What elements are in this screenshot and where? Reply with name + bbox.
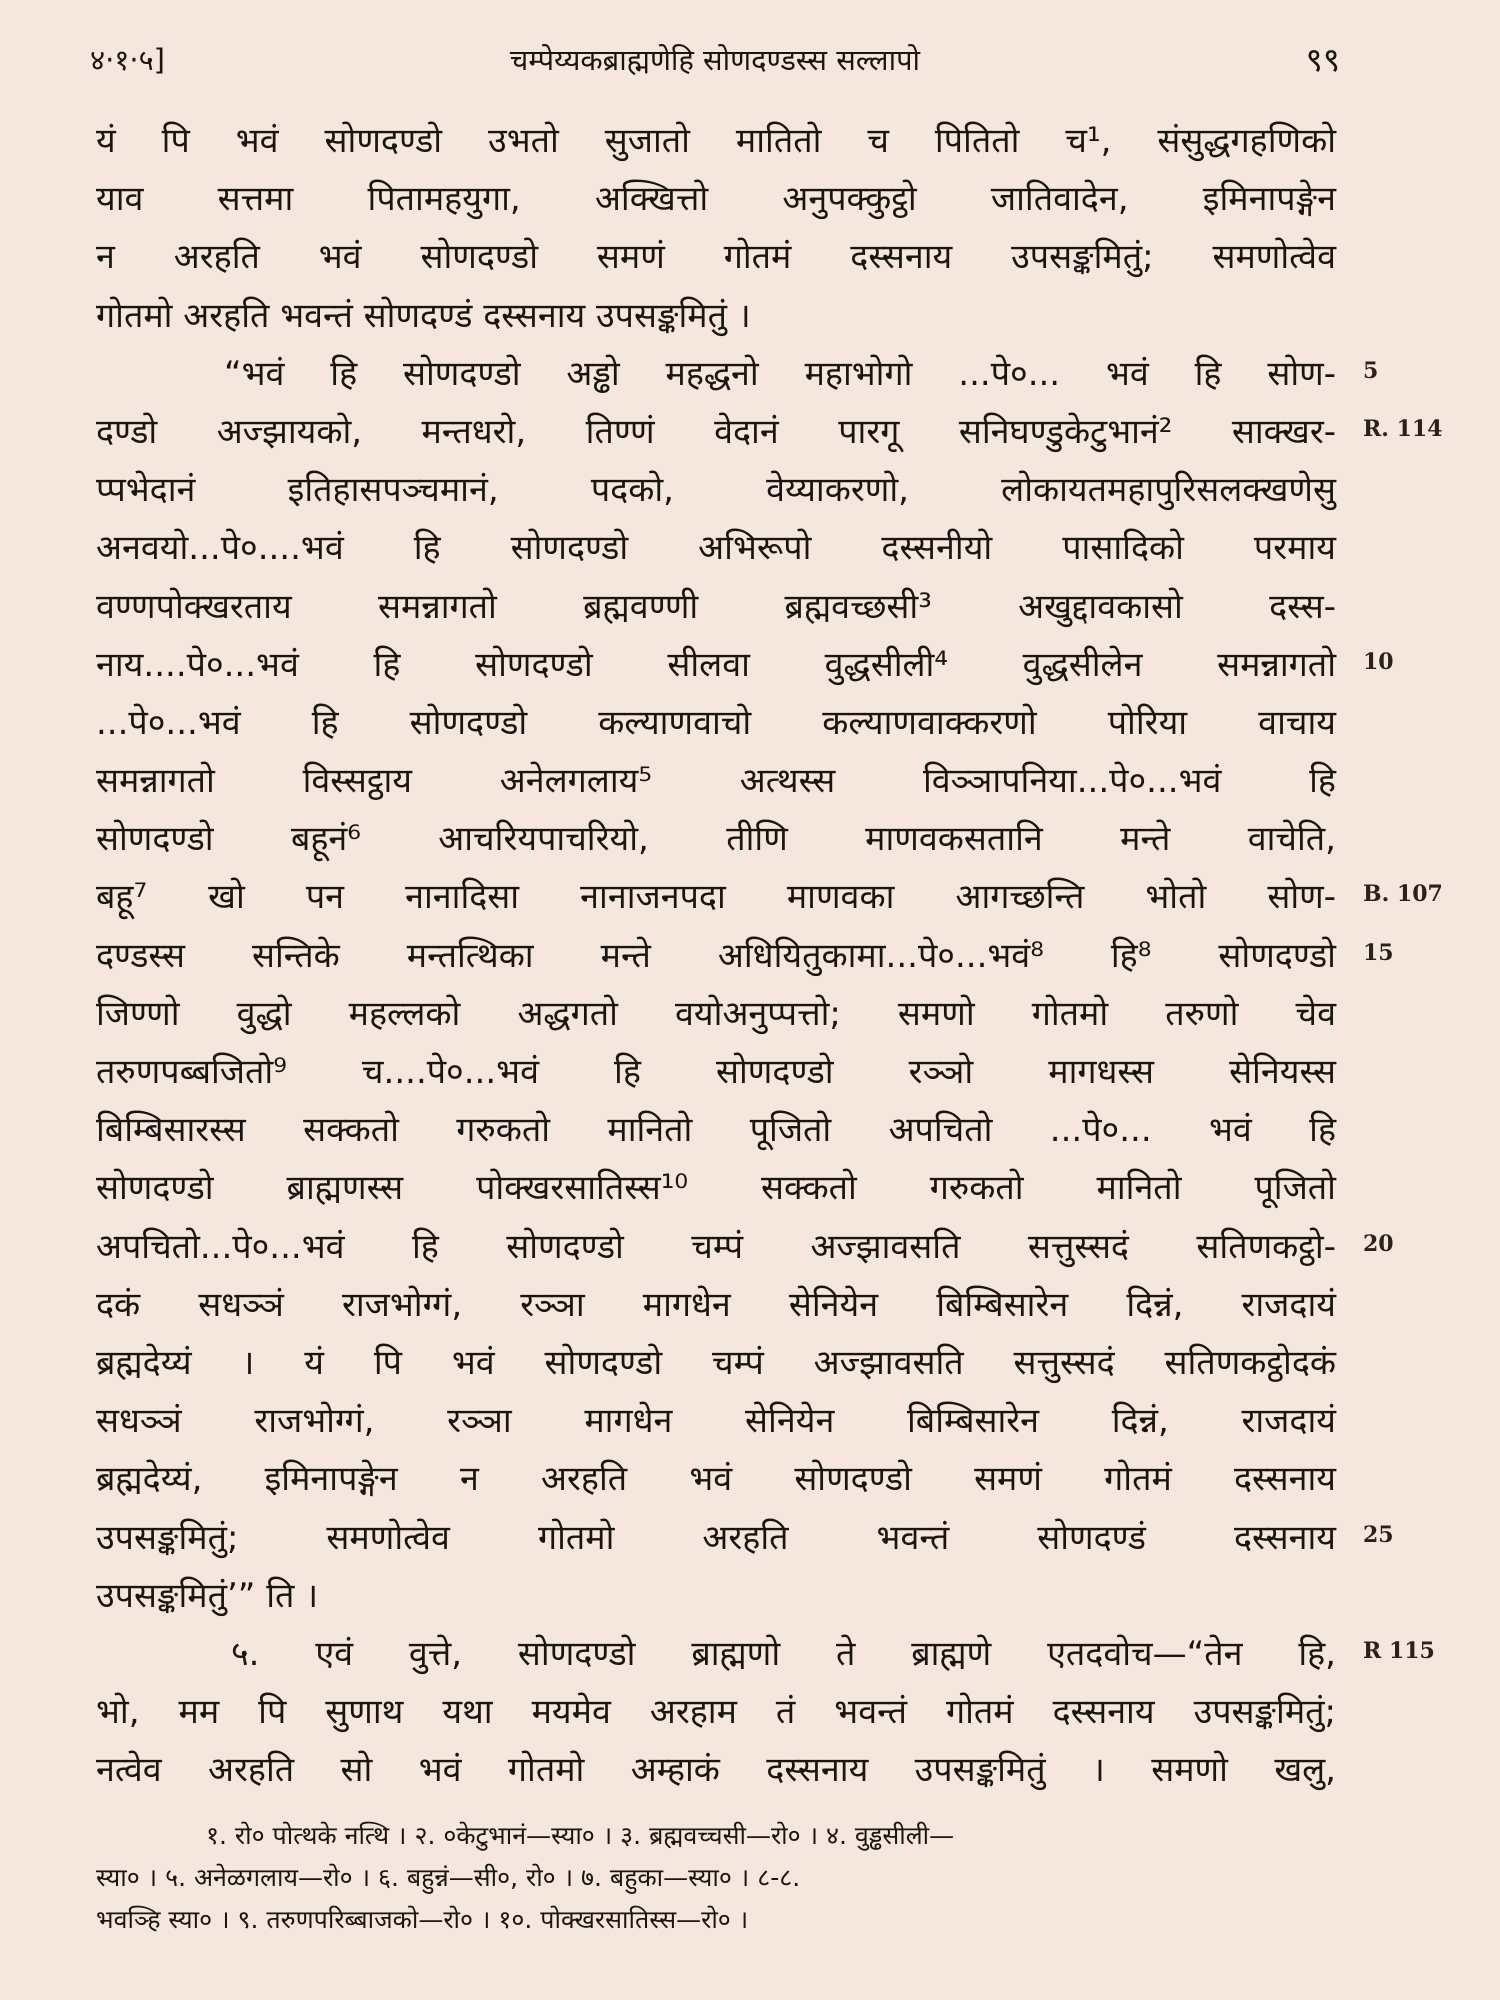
text-line [96,1101,1336,1159]
line-text: उपसङ्कमितुं; समणोत्वेव गोतमो अरहति भवन्तं सोणदण्डं दस्सनाय [96,1517,1336,1558]
footnote-line [96,1857,1326,1899]
margin-marker: 25 [1363,1521,1394,1548]
line-text: सोणदण्डो बहूनं⁶ आचरियपाचरियो, तीणि माणवकसतानि मन्ते वाचेति, [96,819,1336,860]
text-line [96,752,1336,810]
margin-marker: 10 [1363,648,1394,675]
line-text: तरुणपब्बजितो⁹ च....पे०...भवं हि सोणदण्डो रञ्ञो मागधस्स सेनियस्स [96,1052,1336,1092]
margin-marker: B. 107 [1363,881,1443,908]
footnote-text: स्या० । ५. अनेळगलाय—रो० । ६. बहुन्नं—सी०, रो० । ७. बहुका—स्या० । ८-८. [96,1863,801,1892]
line-text: “भवं हि सोणदण्डो अड्ढो महद्धनो महाभोगो ...पे०... भवं हि सोण- [224,353,1336,394]
line-text: जिण्णो वुद्धो महल्लको अद्धगतो वयोअनुप्पत्तो; समणो गोतमो तरुणो चेव [96,993,1336,1034]
line-text: सोणदण्डो ब्राह्मणस्स पोक्खरसातिस्स¹⁰ सक्कतो गरुकतो मानितो पूजितो [96,1168,1336,1209]
text-line [96,1683,1336,1741]
text-line [96,694,1336,752]
text-line [96,1276,1336,1334]
line-text: ब्रह्मदेय्यं । यं पि भवं सोणदण्डो चम्पं अज्झावसति सत्तुस्सदं सतिणकट्ठोदकं [96,1342,1336,1383]
line-text: वण्णपोक्खरताय समन्नागतो ब्रह्मवण्णी ब्रह्मवच्छसी³ अखुद्दावकासो दस्स- [96,586,1336,627]
text-line [96,1450,1336,1508]
line-text: ५. एवं वुत्ते, सोणदण्डो ब्राह्मणो ते ब्राह्मणे एतदवोच—“तेन हि, [231,1633,1336,1674]
text-line [96,228,1336,286]
footnote-line [96,1899,1326,1941]
running-header [90,36,1340,86]
line-text: दकं सधञ्ञं राजभोग्गं, रञ्ञा मागधेन सेनियेन बिम्बिसारेन दिन्नं, राजदायं [96,1284,1336,1325]
line-text: ...पे०...भवं हि सोणदण्डो कल्याणवाचो कल्याणवाक्करणो पोरिया वाचाय [96,702,1336,743]
margin-marker: R 115 [1363,1637,1435,1664]
line-text: भो, मम पि सुणाथ यथा मयमेव अरहाम तं भवन्तं गोतमं दस्सनाय उपसङ्कमितुं; [96,1692,1336,1733]
footnote-text: भवञ्हि स्या० । ९. तरुणपरिब्बाजको—रो० । १०. पोक्खरसातिस्स—रो० । [96,1905,749,1934]
line-text: गोतमो अरहति भवन्तं सोणदण्डं दस्सनाय उपसङ्कमितुं । [96,295,751,336]
line-text: बिम्बिसारस्स सक्कतो गरुकतो मानितो पूजितो अपचितो ...पे०... भवं हि [96,1110,1336,1151]
line-text: अनवयो...पे०....भवं हि सोणदण्डो अभिरूपो दस्सनीयो पासादिको परमाय [96,528,1336,569]
section-reference: ४·१·५] [90,43,165,77]
line-text: ब्रह्मदेय्यं, इमिनापङ्गेन न अरहति भवं सोणदण्डो समणं गोतमं दस्सनाय [96,1459,1336,1500]
line-text: सधञ्ञं राजभोग्गं, रञ्ञा मागधेन सेनियेन बिम्बिसारेन दिन्नं, राजदायं [96,1401,1336,1442]
main-text [96,112,1443,1799]
text-line [96,461,1336,519]
margin-marker: 15 [1363,939,1394,966]
text-line [96,1043,1336,1101]
text-line [96,985,1336,1043]
text-line [96,112,1336,170]
text-line [96,927,1394,985]
text-line [96,868,1443,926]
text-line [96,1392,1336,1450]
line-text: बहू⁷ खो पन नानादिसा नानाजनपदा माणवका आगच्छन्ति भोतो सोण- [96,877,1336,918]
footnote-text: १. रो० पोत्थके नत्थि । २. ०केटुभानं—स्या० । ३. ब्रह्मवच्चसी—रो० । ४. वुड्ढसीली— [206,1821,955,1850]
line-text: उपसङ्कमितुं’” ति । [96,1575,319,1616]
text-line [96,403,1443,461]
text-line [96,1218,1394,1276]
line-text: नत्वेव अरहति सो भवं गोतमो अम्हाकं दस्सनाय उपसङ्कमितुं । समणो खलु, [96,1750,1336,1791]
line-text: नाय....पे०...भवं हि सोणदण्डो सीलवा वुद्धसीली⁴ वुद्धसीलेन समन्नागतो [96,644,1336,685]
line-text: याव सत्तमा पितामहयुगा, अक्खित्तो अनुपक्कुट्ठो जातिवादेन, इमिनापङ्गेन [96,179,1336,220]
margin-marker: 5 [1363,357,1379,384]
text-line [96,1567,1336,1625]
page-number: ९९ [1305,40,1340,79]
margin-marker: 20 [1363,1230,1394,1257]
text-line [96,345,1379,403]
line-text: दण्डो अज्झायको, मन्तधरो, तिण्णं वेदानं पारगू सनिघण्डुकेटुभानं² साक्खर- [96,411,1336,452]
text-line [96,287,1336,345]
footnotes [96,1815,1326,1941]
text-line [96,636,1394,694]
text-line [96,519,1336,577]
line-text: प्पभेदानं इतिहासपञ्चमानं, पदको, वेय्याकरणो, लोकायतमहापुरिसलक्खणेसु [96,470,1336,511]
line-text: समन्नागतो विस्सट्ठाय अनेलगलाय⁵ अत्थस्स विञ्ञापनिया...पे०...भवं हि [96,761,1336,802]
line-text: न अरहति भवं सोणदण्डो समणं गोतमं दस्सनाय उपसङ्कमितुं; समणोत्वेव [96,237,1336,278]
line-text: दण्डस्स सन्तिके मन्तत्थिका मन्ते अधियितुकामा...पे०...भवं⁸ हि⁸ सोणदण्डो [96,935,1336,976]
line-text: यं पि भवं सोणदण्डो उभतो सुजातो मातितो च पितितो च¹, संसुद्धगहणिको [96,121,1336,161]
text-line [96,170,1336,228]
text-line [96,1625,1435,1683]
margin-marker: R. 114 [1363,415,1443,442]
text-line [96,1159,1336,1217]
line-text: अपचितो...पे०...भवं हि सोणदण्डो चम्पं अज्झावसति सत्तुस्सदं सतिणकट्ठो- [96,1226,1336,1267]
text-line [96,578,1336,636]
text-line [96,1509,1394,1567]
text-line [96,810,1336,868]
running-title: चम्पेय्यकब्राह्मणेहि सोणदण्डस्स सल्लापो [509,43,921,77]
footnote-line [96,1815,1326,1857]
text-line [96,1741,1336,1799]
text-line [96,1334,1336,1392]
